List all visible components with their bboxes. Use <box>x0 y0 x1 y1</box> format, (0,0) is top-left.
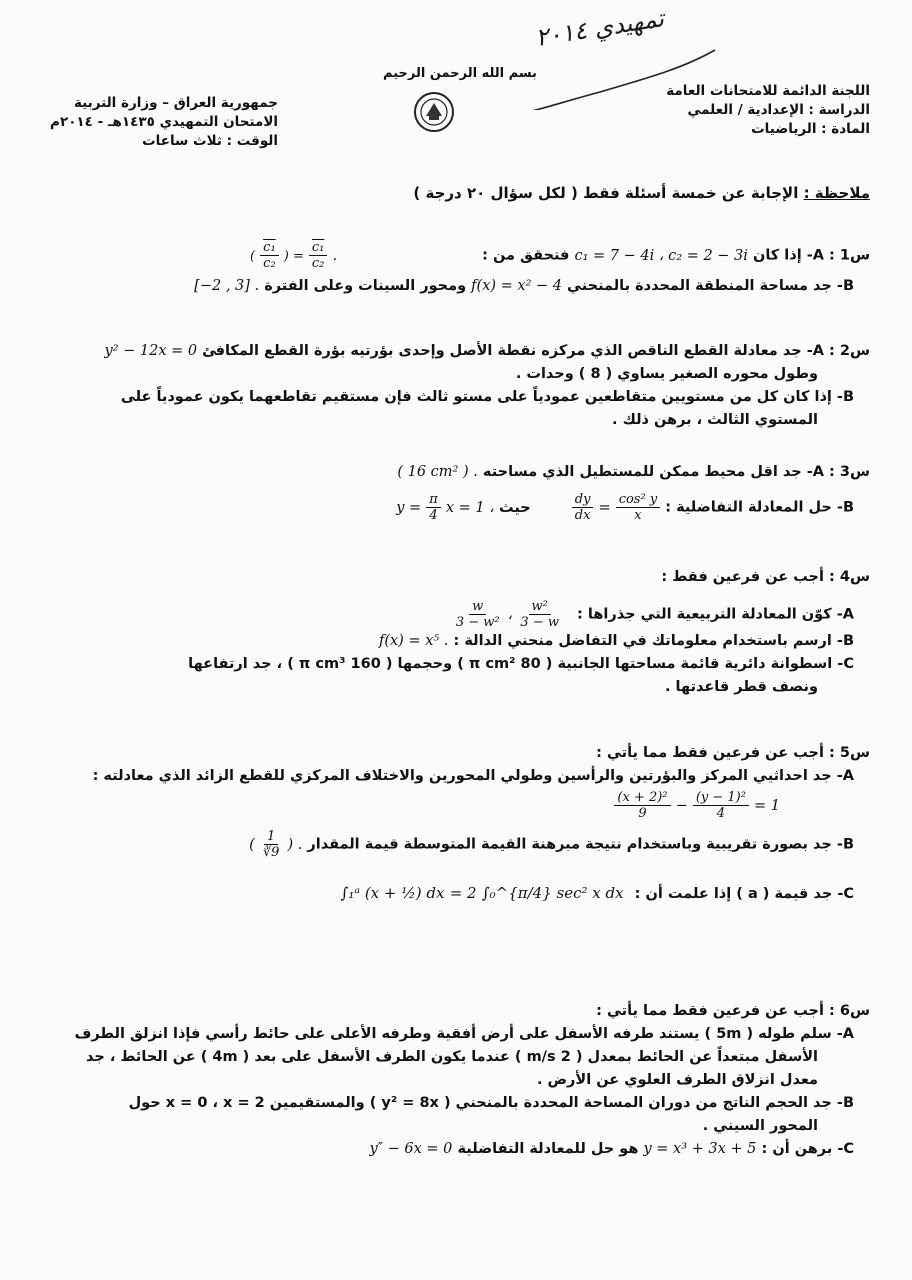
note-text: الإجابة عن خمسة أسئلة فقط ( لكل سؤال ٢٠ درجة ) <box>413 184 799 202</box>
q4-a-roots: $\frac{w}{\text{3 − w²}}$ ، $\frac{\text{w²}}{3 - w}$ <box>453 599 562 630</box>
q2-b-line2: المستوي الثالث ، برهن ذلك . <box>612 412 818 428</box>
q4-f2-den: 3 − w² <box>455 615 500 630</box>
q4-f1-num: w² <box>529 599 551 615</box>
exam-duration: الوقت : ثلاث ساعات <box>142 133 278 149</box>
q3-four: 4 <box>429 508 438 523</box>
q5-head <box>40 742 870 765</box>
q1-frac-left: $\frac{\text{c₁}}{\text{c₂}}$ <box>260 240 279 271</box>
q1-b-text: B- جد مساحة المنطقة المحددة بالمنحني <box>567 278 854 294</box>
q2-b-line1: B- إذا كان كل من مستويين متقاطعين عمودياً على مستو ثالث فإن مستقيم تقاطعهما يكون عمودياً على <box>120 389 854 405</box>
q3-dy: dy <box>572 492 594 508</box>
q1-number: س1 : <box>829 247 870 264</box>
q2-a-line1: A- جد معادلة القطع الناقص الذي مركزه نقطة الأصل وإحدى بؤرتيه بؤرة القطع المكافئ <box>202 343 824 359</box>
q1-b-text2: ومحور السينات وعلى الفترة <box>264 278 467 294</box>
q6-number: س6 : <box>829 1003 870 1019</box>
q3-a-text: A- جد اقل محيط ممكن للمستطيل الذي مساحته <box>482 464 824 480</box>
ministry-emblem-icon <box>412 90 456 134</box>
q4-head <box>40 566 870 589</box>
q1-a-identity: ( $\frac{\text{c₁}}{\text{c₂}}$ ) = $\frac{\text{c₁}}{\text{c₂}}$ . <box>250 240 338 271</box>
q6-c-text2: هو حل للمعادلة التفاضلية <box>457 1141 639 1157</box>
q3-number: س3 : <box>829 464 870 480</box>
q5-b-text: B- جد بصورة تقريبية وباستخدام نتيجة مبرهنة القيمة المتوسطة قيمة المقدار <box>307 836 854 853</box>
question-4 <box>40 566 870 699</box>
q1-b-math: f(x) = x² − 4 <box>471 278 562 294</box>
q1-part-b <box>40 275 870 298</box>
basmala: بسم الله الرحمن الرحيم <box>383 66 537 81</box>
q3-cos: cos² y <box>616 492 660 508</box>
q5-c-text: C- جد قيمة ( a ) إذا علمت أن : <box>634 886 854 902</box>
q6-c-text: C- برهن أن : <box>761 1141 854 1157</box>
q5-number: س5 : <box>829 745 870 761</box>
handwritten-note: تمهيدي ٢٠١٤ <box>533 4 666 52</box>
q6-head-text: أجب عن فرعين فقط مما يأتي : <box>596 1003 824 1019</box>
q5-head-text: أجب عن فرعين فقط مما يأتي : <box>596 745 824 761</box>
note-label: ملاحظة : <box>803 184 870 202</box>
q3-pi: π <box>426 492 441 508</box>
q4-part-a <box>40 599 870 630</box>
q5-c-right: ∫₀^{π/4} sec² x dx <box>481 884 624 902</box>
q4-c-line1: C- اسطوانة دائرية قائمة مساحتها الجانبية ( 80 π cm² ) وحجمها ( 160 π cm³ ) ، جد ارتفاعها <box>188 656 854 672</box>
q4-f2-num: w <box>469 599 486 615</box>
q5-a-text: A- جد احداثيي المركز والبؤرتين والرأسين وطولي المحورين والاختلاف المركزي للقطع الزائد الذي معادلته : <box>92 768 854 784</box>
q5-c-equation <box>341 882 624 905</box>
q3-b-text: B- حل المعادلة التفاضلية : <box>665 499 854 516</box>
committee-name: اللجنة الدائمة للامتحانات العامة <box>666 83 870 99</box>
q5-n1: (x + 2)² <box>614 790 670 806</box>
q1-part-a <box>40 240 870 271</box>
q3-x: x <box>634 508 642 523</box>
q6-a-line2: الأسفل مبتعداً عن الحائط بمعدل ( 2 m/s ) عندما يكون الطرف الأسفل على بعد ( 4m ) عن الحائط ، جد <box>85 1049 818 1065</box>
q3-cond: x = 1 ، <box>445 499 494 516</box>
q2-part-a <box>40 340 870 363</box>
subject: المادة : الرياضيات <box>751 121 870 137</box>
q6-b-line2: المحور السيني . <box>702 1118 818 1134</box>
study-type: الدراسة : الإعدادية / العلمي <box>687 102 870 118</box>
q4-c-line2: ونصف قطر قاعدتها . <box>665 679 818 695</box>
q5-n2: (y − 1)² <box>693 790 749 806</box>
q4-b-math: f(x) = x⁵ . <box>378 633 449 649</box>
q1-a-verify: فتحقق من : <box>482 247 570 264</box>
question-2 <box>40 340 870 432</box>
q4-number: س4 : <box>829 569 870 585</box>
q6-c-math2: y″ − 6x = 0 <box>369 1141 453 1157</box>
q4-b-text: B- ارسم باستخدام معلوماتك في التفاضل منحني الدالة : <box>453 633 854 649</box>
q6-c-math1: y = x³ + 3x + 5 <box>643 1141 757 1157</box>
q5-part-b <box>40 829 870 860</box>
q6-a-line3: معدل انزلاق الطرف العلوي عن الأرض . <box>537 1072 818 1088</box>
q3-a-math: ( 16 cm² ) . <box>397 464 478 480</box>
q5-a-equation: $\frac{\text{(x + 2)²}}{9}$ − $\frac{\text{(y − 1)²}}{4}$ = 1 <box>40 790 870 821</box>
q5-c-left: ∫₁ᵃ (x + ½) dx <box>340 884 445 902</box>
q5-rhs: = 1 <box>754 797 780 814</box>
exam-session: الامتحان التمهيدي ١٤٣٥هـ - ٢٠١٤م <box>50 114 278 130</box>
q5-b-den: ∛9 <box>262 845 280 860</box>
q5-b-num: 1 <box>264 829 278 845</box>
q3-part-b <box>40 492 870 523</box>
q3-dx: dx <box>574 508 591 523</box>
q5-c-eq: = 2 <box>449 884 477 902</box>
q4-f1-den: 3 − w <box>520 615 559 630</box>
q5-d1: 9 <box>638 806 647 821</box>
q3-where: حيث <box>498 499 531 516</box>
q4-a-text: A- كوّن المعادلة التربيعية التي جذراها : <box>577 606 854 623</box>
q2-number: س2 : <box>829 343 870 359</box>
header-left <box>38 94 278 151</box>
question-6 <box>40 1000 870 1161</box>
q4-head-text: أجب عن فرعين فقط : <box>661 569 824 585</box>
q5-part-c <box>40 882 870 906</box>
q6-part-c <box>40 1138 870 1161</box>
q1-a-text: A- إذا كان <box>752 247 824 264</box>
question-1 <box>40 240 870 298</box>
q5-b-expr: ( $\frac{1}{∛9}$ ) . <box>249 829 303 860</box>
q3-y: y = <box>396 499 422 516</box>
exam-note <box>40 184 870 202</box>
q1-frac-right: $\frac{\text{c₁}}{\text{c₂}}$ <box>309 240 328 271</box>
q3-part-a <box>40 461 870 484</box>
q3-ycond <box>396 492 441 523</box>
q5-d2: 4 <box>716 806 726 821</box>
q1-a-math: c₁ = 7 − 4i ، c₂ = 2 − 3i <box>574 247 748 264</box>
header-right <box>590 82 870 139</box>
q2-a-math: y² − 12x = 0 <box>104 343 198 359</box>
q1-b-interval: [−2 , 3] . <box>194 278 260 294</box>
q6-head <box>40 1000 870 1023</box>
q4-part-b <box>40 630 870 653</box>
question-3 <box>40 461 870 523</box>
q2-a-line2: وطول محوره الصغير يساوي ( 8 ) وحدات . <box>515 366 818 382</box>
q3-b-equation: $\frac{dy}{dx}$ = $\frac{\text{cos² y}}{x}$ <box>572 492 660 523</box>
q6-a-line1: A- سلم طوله ( 5m ) يستند طرفه الأسفل على أرض أفقية وطرفه الأعلى على حائط رأسي فإذا انزلق الطرف <box>74 1026 854 1042</box>
question-5 <box>40 742 870 906</box>
country-ministry: جمهورية العراق – وزارة التربية <box>73 95 278 111</box>
q6-b-line1: B- جد الحجم الناتج من دوران المساحة المحددة بالمنحني ( y² = 8x ) والمستقيمين x = 0 ، x = 2 حول <box>128 1095 854 1111</box>
